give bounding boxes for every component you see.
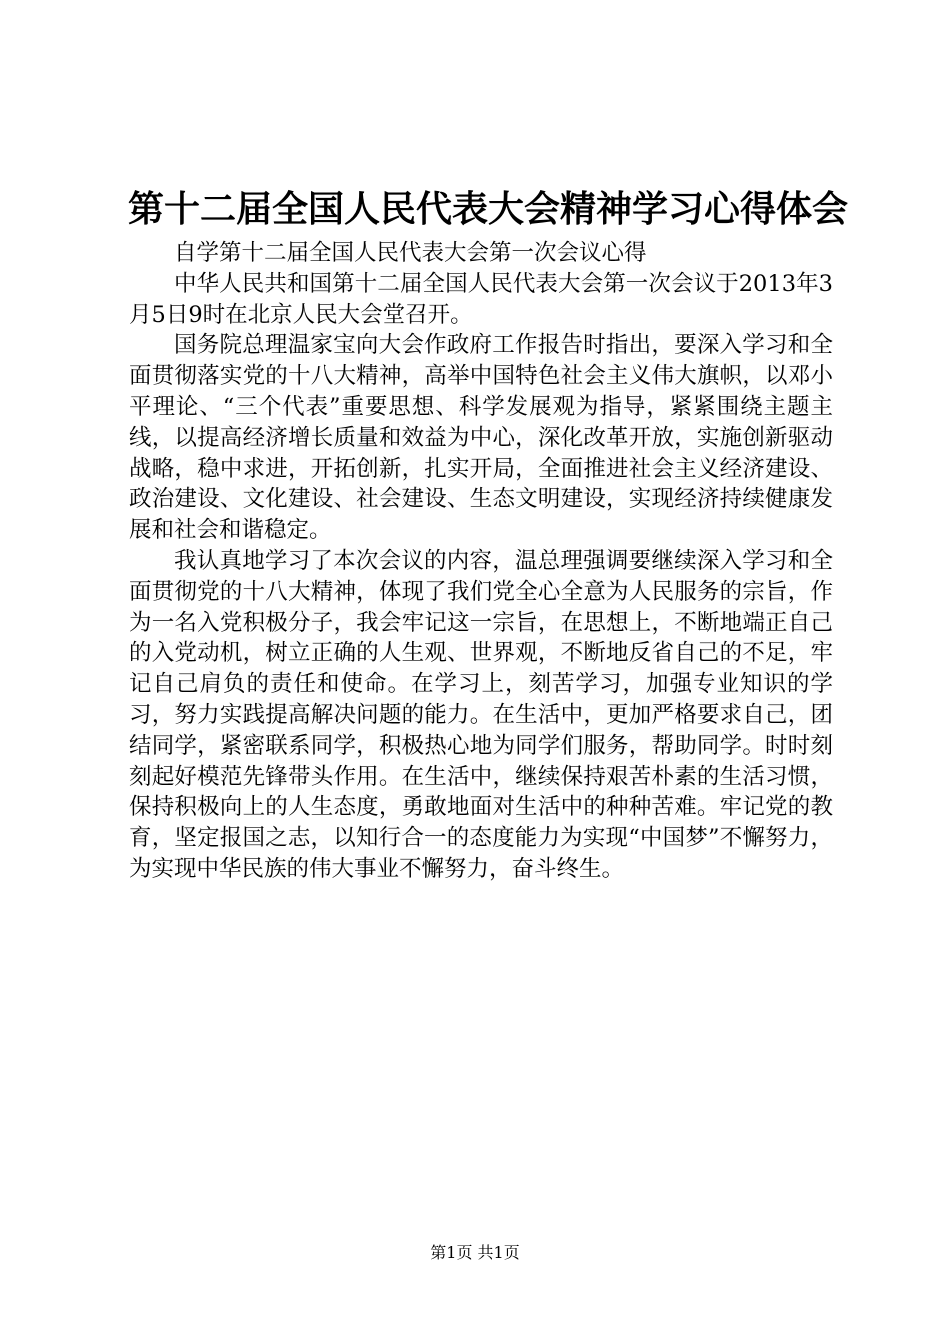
paragraph-government-report: 国务院总理温家宝向大会作政府工作报告时指出，要深入学习和全面贯彻落实党的十八大精神，高举中国特色社会主义伟大旗帜，以邓小平理论、“三个代表”重要思想、科学发展观为指导，紧紧围绕主题主线，以提高经济增长质量和效益为中心，深化改革开放，实施创新驱动战略，稳中求进，开拓创新，扎实开局，全面推进社会主义经济建设、政治建设、文化建设、社会建设、生态文明建设，实现经济持续健康发展和社会和谐稳定。 (129, 332, 833, 544)
paragraph-meeting-info: 中华人民共和国第十二届全国人民代表大会第一次会议于2013年3月5日9时在北京人民大会堂召开。 (129, 270, 833, 328)
page-number-footer: 第1页 共1页 (430, 1243, 520, 1262)
document-title: 第十二届全国人民代表大会精神学习心得体会 (128, 188, 849, 230)
document-body (129, 238, 833, 885)
paragraph-personal-reflection: 我认真地学习了本次会议的内容，温总理强调要继续深入学习和全面贯彻党的十八大精神，体现了我们党全心全意为人民服务的宗旨，作为一名入党积极分子，我会牢记这一宗旨，在思想上，不断地端正自己的入党动机，树立正确的人生观、世界观，不断地反省自己的不足，牢记自己肩负的责任和使命。在学习上，刻苦学习，加强专业知识的学习，努力实践提高解决问题的能力。在生活中，更加严格要求自己，团结同学，紧密联系同学，积极热心地为同学们服务，帮助同学。时时刻刻起好模范先锋带头作用。在生活中，继续保持艰苦朴素的生活习惯，保持积极向上的人生态度，勇敢地面对生活中的种种苦难。牢记党的教育，坚定报国之志，以知行合一的态度能力为实现“中国梦”不懈努力，为实现中华民族的伟大事业不懈努力，奋斗终生。 (129, 547, 833, 882)
paragraph-subtitle: 自学第十二届全国人民代表大会第一次会议心得 (174, 240, 647, 266)
